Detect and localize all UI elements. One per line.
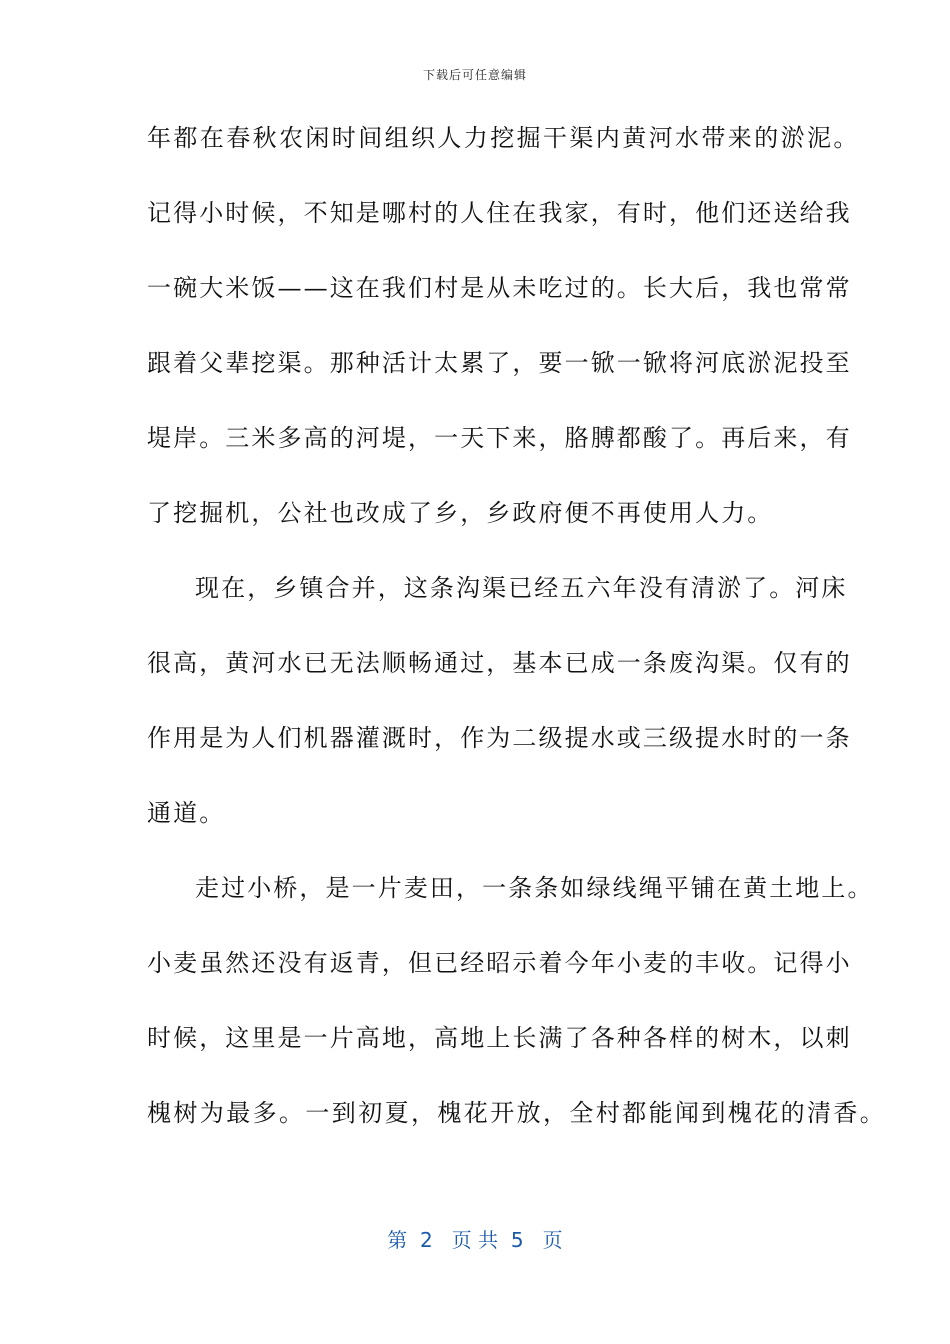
text-line: 很高，黄河水已无法顺畅通过，基本已成一条废沟渠。仅有的: [147, 649, 852, 677]
paragraph-start-line: 现在，乡镇合并，这条沟渠已经五六年没有清淤了。河床: [195, 574, 848, 602]
page-number-footer: 第 2 页 共 5 页: [387, 1228, 563, 1252]
text-line: 一碗大米饭——这在我们村是从未吃过的。长大后，我也常常: [147, 274, 852, 302]
text-line: 作用是为人们机器灌溉时，作为二级提水或三级提水时的一条: [147, 724, 852, 752]
text-line: 槐树为最多。一到初夏，槐花开放，全村都能闻到槐花的清香。: [147, 1099, 887, 1127]
text-line: 小麦虽然还没有返青，但已经昭示着今年小麦的丰收。记得小: [147, 949, 852, 977]
document-body: [147, 117, 887, 1167]
text-line: 通道。: [147, 799, 226, 827]
paragraph-start-line: 走过小桥，是一片麦田，一条条如绿线绳平铺在黄土地上。: [195, 874, 874, 902]
text-line: 堤岸。三米多高的河堤，一天下来，胳膊都酸了。再后来，有: [147, 424, 852, 452]
text-line: 跟着父辈挖渠。那种活计太累了，要一锨一锨将河底淤泥投至: [147, 349, 852, 377]
text-line: 了挖掘机，公社也改成了乡，乡政府便不再使用人力。: [147, 499, 774, 527]
text-line: 时候，这里是一片高地，高地上长满了各种各样的树木，以刺: [147, 1024, 852, 1052]
text-line: 记得小时候，不知是哪村的人住在我家，有时，他们还送给我: [147, 199, 852, 227]
header-note: 下载后可任意编辑: [422, 68, 527, 82]
text-line: 年都在春秋农闲时间组织人力挖掘干渠内黄河水带来的淤泥。: [147, 124, 860, 152]
